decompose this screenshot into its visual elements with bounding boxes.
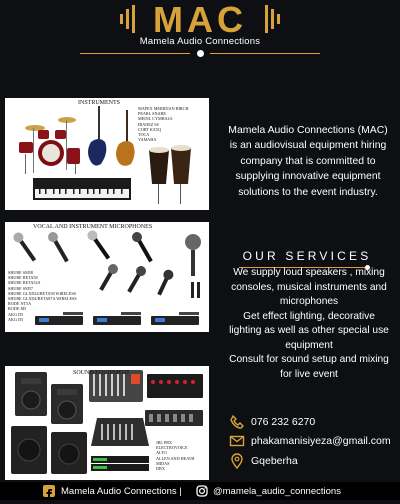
location-pin-icon xyxy=(229,453,245,469)
mac-logo xyxy=(118,0,282,38)
brand-item: RODE M5 xyxy=(8,306,27,312)
phone-number: 076 232 6270 xyxy=(251,416,316,428)
microphones-brand-list xyxy=(8,270,77,322)
brand-item: ELECTROVOICE xyxy=(156,445,188,451)
email-icon xyxy=(229,433,245,449)
location-contact xyxy=(229,453,399,469)
conga-drums-icon xyxy=(149,145,191,204)
brand-item: SHURE SM57 xyxy=(8,285,34,291)
company-description: Mamela Audio Connections (MAC) is an audiovisual equipment hiring company that is committed to supplying innovative equipment solutions to the event industry. xyxy=(228,125,388,198)
brand-subtitle: Mamela Audio Connections xyxy=(139,36,261,47)
logo-text: MAC xyxy=(153,0,247,38)
sound-equipment-panel xyxy=(5,366,209,480)
header xyxy=(0,0,400,58)
keyboard-icon xyxy=(33,178,131,200)
speaker-icon xyxy=(11,372,87,474)
brand-item: PEARL SNARE xyxy=(138,111,166,117)
brand-item: SHURE BETA52A xyxy=(8,280,41,286)
brand-item: MEINL CYMBALS xyxy=(138,116,173,122)
brand-item: MAPEX MERIDIAN BIRCH xyxy=(138,106,189,111)
phone-icon xyxy=(229,414,245,430)
microphones-panel xyxy=(5,222,209,332)
instagram-icon[interactable] xyxy=(196,485,208,497)
microphones-title: VOCAL AND INSTRUMENT MICROPHONES xyxy=(33,224,153,230)
sound-brand-list xyxy=(156,440,194,471)
brand-item: MIDAS xyxy=(156,460,170,466)
instruments-panel xyxy=(5,98,209,210)
phone-contact[interactable] xyxy=(229,414,399,430)
brand-item: CORT KX5Q xyxy=(138,126,162,132)
instruments-title: INSTRUMENTS xyxy=(78,100,121,106)
brand-item: SHURE BETA58 xyxy=(8,275,38,281)
sound-title: SOUND EQUIPMENT xyxy=(73,370,130,376)
divider-left xyxy=(80,53,190,54)
service-item: Get effect lighting, decorative lighting as well as other special use equipment xyxy=(229,310,389,351)
brand-item: DBX xyxy=(156,466,165,472)
instruments-brand-list xyxy=(138,106,189,142)
brand-item: ALTO xyxy=(156,450,167,456)
location-text: Gqeberha xyxy=(251,455,298,467)
drum-kit-icon xyxy=(19,117,80,174)
services-list xyxy=(226,266,392,382)
brand-item: AKG D5 xyxy=(8,316,24,322)
brand-item: SHURE GLXD24/BETA58 WIRELESS xyxy=(8,290,76,296)
facebook-handle[interactable]: Mamela Audio Connections | xyxy=(61,486,182,497)
brand-item: IBANEZ 6S xyxy=(138,121,159,127)
service-item: We supply loud speakers , mixing consoles, musical instruments and microphones xyxy=(231,267,387,307)
electric-guitar-icon xyxy=(116,110,135,166)
services-title: OUR SERVICES xyxy=(242,249,372,263)
brand-item: JBL PRX xyxy=(156,440,173,445)
service-item: Consult for sound setup and mixing for live event xyxy=(229,354,389,380)
brand-item: ALLEN AND HEATH xyxy=(156,455,195,461)
instagram-handle[interactable]: @mamela_audio_connections xyxy=(213,486,341,497)
divider-right xyxy=(210,53,320,54)
brand-item: TOCA xyxy=(138,132,150,138)
divider-dot xyxy=(197,50,204,57)
email-contact[interactable] xyxy=(229,433,399,449)
brand-item: AKG D5 xyxy=(8,311,24,317)
brand-item: SHURE GLXD4/BETA87A WIRELESS xyxy=(8,296,77,302)
bass-guitar-icon xyxy=(88,106,106,166)
email-address: phakamanisiyeza@gmail.com xyxy=(251,435,391,447)
facebook-icon[interactable] xyxy=(43,485,55,497)
brand-item: YAMAHA xyxy=(138,137,157,143)
brand-item: RODE NT5A xyxy=(8,301,32,307)
brand-item: SHURE SM58 xyxy=(8,270,34,275)
